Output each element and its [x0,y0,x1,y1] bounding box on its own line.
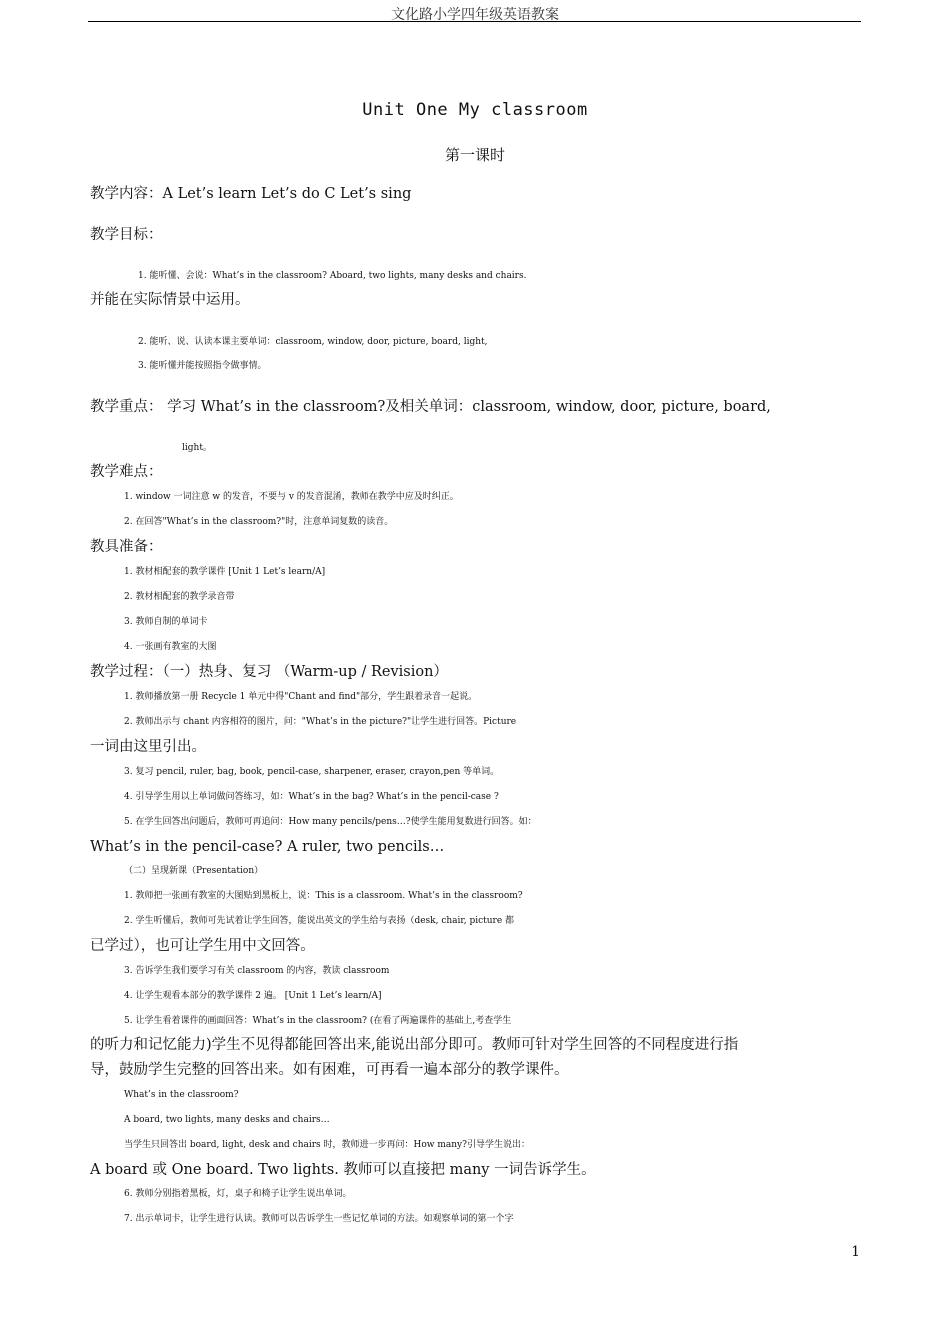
materials-heading: 教具准备： [90,539,163,555]
key-points: 教学重点： 学习 What’s in the classroom?及相关单词：classroom, window, door, picture, board, [90,399,771,415]
goal-item-1-cont: 并能在实际情景中运用。 [90,292,250,308]
difficulty-item-2: 2. 在回答"What’s in the classroom?"时，注意单词复数的读音。 [124,517,394,527]
followup-paragraph-cont: A board 或 One board. Two lights. 教师可以直接把 many 一词告诉学生。 [90,1162,596,1178]
page-number: 1 [851,1244,860,1260]
teaching-goals-heading: 教学目标： [90,227,163,243]
presentation-step-1: 1. 教师把一张画有教室的大图贴到黑板上，说：This is a classroom. What’s in the classroom? [124,891,523,901]
presentation-step-5: 5. 让学生看着课件的画面回答：What’s in the classroom? (在看了两遍课件的基础上,考查学生 [124,1016,512,1026]
presentation-step-2-cont: 已学过），也可让学生用中文回答。 [90,938,315,954]
warmup-step-1: 1. 教师播放第一册 Recycle 1 单元中得"Chant and find"部分，学生跟着录音一起说。 [124,692,478,702]
page-subtitle: 第一课时 [444,146,505,164]
followup-paragraph: 当学生只回答出 board, light, desk and chairs 时，教师进一步再问：How many?引导学生说出： [124,1140,530,1150]
difficulty-item-1: 1. window 一词注意 w 的发音，不要与 v 的发音混淆，教师在教学中应及时纠正。 [124,492,459,502]
page-header: 文化路小学四年级英语教案 [391,7,559,23]
warmup-step-2-cont: 一词由这里引出。 [90,739,206,755]
presentation-step-2: 2. 学生听懂后，教师可先试着让学生回答，能说出英文的学生给与表扬（desk, chair, picture 都 [124,916,515,926]
material-item-1: 1. 教材相配套的教学课件 [Unit 1 Let’s learn/A] [124,567,326,577]
material-item-4: 4. 一张画有教室的大图 [124,642,217,652]
header-divider [88,21,861,22]
teaching-content: 教学内容：A Let’s learn Let’s do C Let’s sing [90,186,412,202]
difficulties-heading: 教学难点： [90,464,163,480]
material-item-2: 2. 教材相配套的教学录音带 [124,592,235,602]
dialogue-answer: A board, two lights, many desks and chairs… [124,1115,330,1125]
presentation-step-4: 4. 让学生观看本部分的教学课件 2 遍。 [Unit 1 Let’s learn/A] [124,991,382,1001]
page-title: Unit One My classroom [362,100,588,120]
key-points-cont: light。 [182,443,212,453]
dialogue-question: What’s in the classroom? [124,1090,239,1100]
presentation-step-3: 3. 告诉学生我们要学习有关 classroom 的内容，教读 classroom [124,966,390,976]
warmup-step-3: 3. 复习 pencil, ruler, bag, book, pencil-case, sharpener, eraser, crayon,pen 等单词。 [124,767,500,777]
warmup-step-4: 4. 引导学生用以上单词做问答练习，如：What’s in the bag? What’s in the pencil-case ? [124,792,499,802]
warmup-step-2: 2. 教师出示与 chant 内容相符的图片，问："What’s in the picture?"让学生进行回答。Picture [124,717,517,727]
material-item-3: 3. 教师自制的单词卡 [124,617,208,627]
process-heading: 教学过程：（一）热身、复习 （Warm-up / Revision） [90,664,448,680]
warmup-step-5: 5. 在学生回答出问题后，教师可再追问：How many pencils/pens…?使学生能用复数进行回答。如： [124,817,537,827]
goal-item-2: 2. 能听、说、认读本课主要单词：classroom, window, door, picture, board, light, [138,337,488,347]
presentation-step-6: 6. 教师分别指着黑板，灯，桌子和椅子让学生说出单词。 [124,1189,352,1199]
presentation-step-7: 7. 出示单词卡，让学生进行认读。教师可以告诉学生一些记忆单词的方法。如观察单词的第一个字 [124,1214,514,1224]
presentation-step-5-cont-2: 导，鼓励学生完整的回答出来。如有困难，可再看一遍本部分的教学课件。 [90,1062,569,1078]
goal-item-1: 1. 能听懂、会说：What’s in the classroom? Aboard, two lights, many desks and chairs. [138,271,527,281]
presentation-step-5-cont-1: 的听力和记忆能力)学生不见得都能回答出来,能说出部分即可。教师可针对学生回答的不同程度进行指 [90,1037,739,1053]
presentation-heading: （二）呈现新课（Presentation） [124,866,264,876]
goal-item-3: 3. 能听懂并能按照指令做事情。 [138,361,267,371]
warmup-step-5-cont: What’s in the pencil-case? A ruler, two pencils… [90,839,445,855]
